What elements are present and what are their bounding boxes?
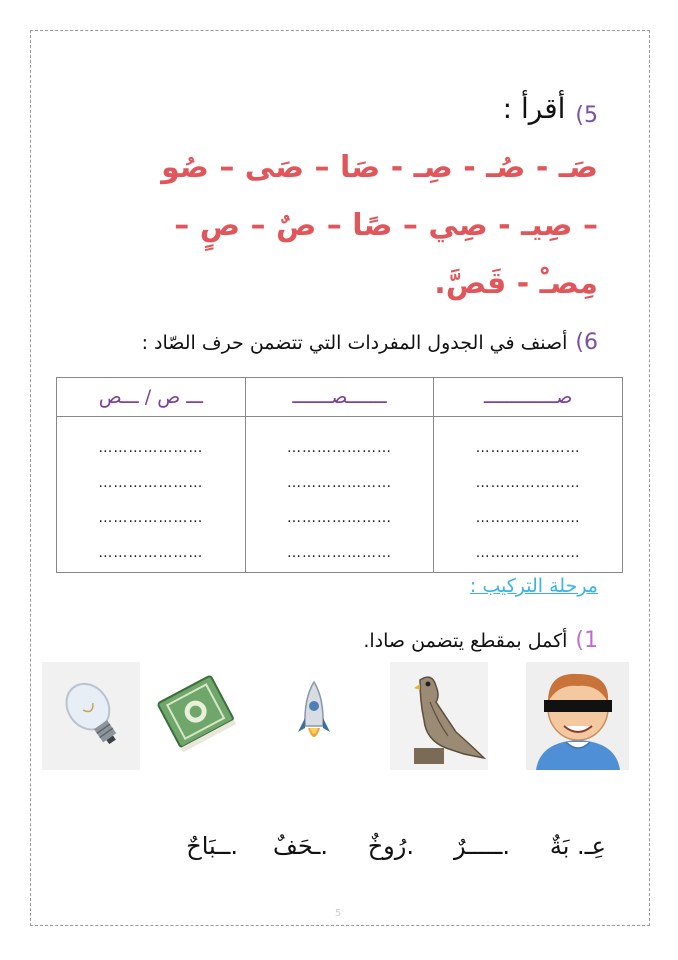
section-6-number: 6) xyxy=(575,330,598,355)
boy-blindfold-icon xyxy=(526,662,629,770)
word-blank-1: عِـ. بَةٌ xyxy=(549,832,606,860)
page-number: 5 xyxy=(334,908,342,919)
quran-icon xyxy=(150,662,248,770)
rocket-icon xyxy=(270,662,358,770)
blank-line[interactable]: ………………… xyxy=(287,545,393,561)
blank-line[interactable]: ………………… xyxy=(475,440,581,456)
word-blank-2: .ـــــرٌ xyxy=(453,832,510,860)
reading-line-3: مِصـْ - قَصَّ. xyxy=(434,266,598,301)
blank-line[interactable]: ………………… xyxy=(98,440,204,456)
blank-line[interactable]: ………………… xyxy=(287,440,393,456)
blank-line[interactable]: ………………… xyxy=(475,545,581,561)
blank-line[interactable]: ………………… xyxy=(475,510,581,526)
reading-line-2: – صِيـ - صِي – صًا – صٌ – صٍ – xyxy=(174,208,598,243)
word-blank-5: .ــبَاحٌ xyxy=(186,832,238,860)
reading-line-1: صَـ - صُـ - صِـ - صَا – صَى – صُو xyxy=(161,150,598,185)
section-6-heading xyxy=(142,330,598,355)
blank-line[interactable]: ………………… xyxy=(287,475,393,491)
word-blank-4: .ـحَفٌ xyxy=(273,832,328,860)
section-5-heading xyxy=(502,92,598,128)
falcon-icon xyxy=(390,662,488,770)
column-middle[interactable] xyxy=(245,417,434,573)
header-middle: ـــــــصـــــــ xyxy=(245,378,434,417)
letter-position-table xyxy=(56,377,623,573)
section-6-title: أصنف في الجدول المفردات التي تتضمن حرف الصّاد : xyxy=(141,332,568,354)
blank-line[interactable]: ………………… xyxy=(287,510,393,526)
column-initial[interactable] xyxy=(434,417,623,573)
section-5-number: 5) xyxy=(575,103,598,128)
blank-line[interactable]: ………………… xyxy=(475,475,581,491)
section-1-title: أكمل بمقطع يتضمن صادا. xyxy=(363,630,568,652)
blank-line[interactable]: ………………… xyxy=(98,475,204,491)
bulb-icon xyxy=(42,662,140,770)
section-1-heading xyxy=(363,628,598,653)
section-1-number: 1) xyxy=(575,628,598,653)
blank-line[interactable]: ………………… xyxy=(98,510,204,526)
word-blank-3: .رُوخٌ xyxy=(367,832,414,860)
stage-title: مرحلة التركيب : xyxy=(469,575,598,597)
header-initial: صـــــــــــــ xyxy=(434,378,623,417)
blank-line[interactable]: ………………… xyxy=(98,545,204,561)
section-5-title: أقرأ : xyxy=(502,92,566,125)
header-final: ـــ ص / ـــص xyxy=(57,378,246,417)
column-final[interactable] xyxy=(57,417,246,573)
